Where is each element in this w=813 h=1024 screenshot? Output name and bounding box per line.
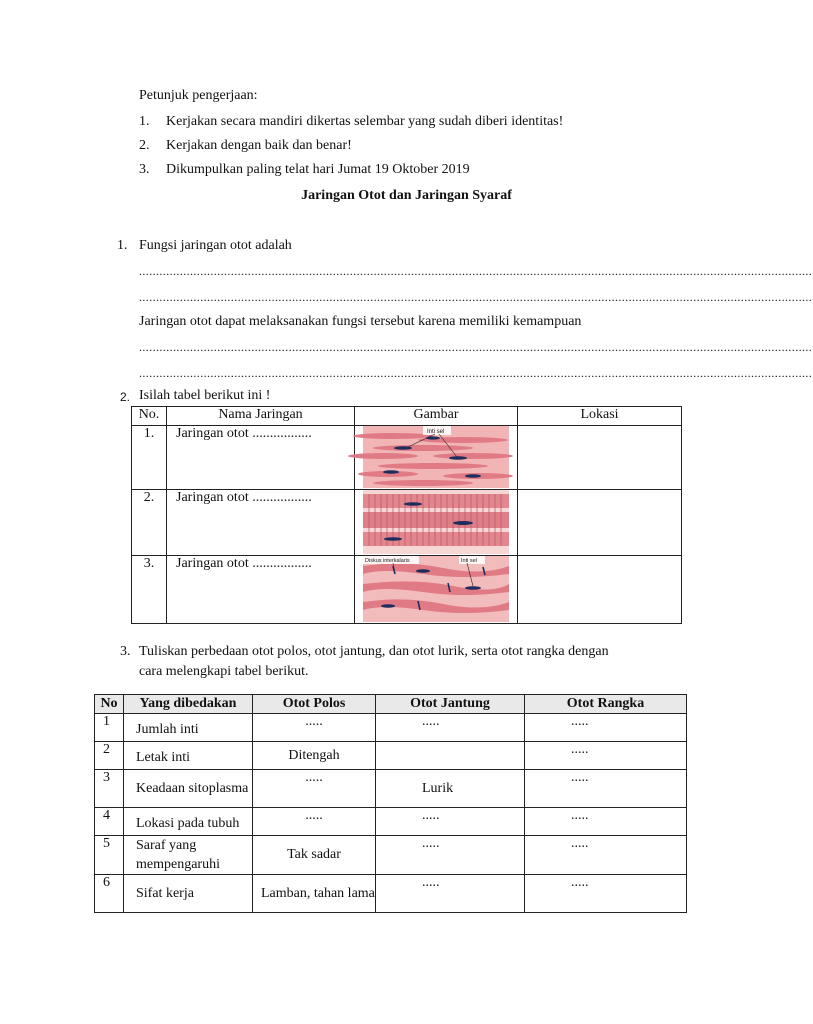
row-number: 2 [95, 742, 124, 770]
location-answer[interactable] [518, 556, 682, 624]
location-answer[interactable] [518, 490, 682, 556]
cardiac-answer[interactable]: ..... [376, 714, 525, 742]
table-row [132, 490, 682, 556]
q2-text: Isilah tabel berikut ini ! [139, 388, 271, 403]
answer-line[interactable]: ...................................................................................................................................................................................................... [139, 366, 813, 380]
tissue-name[interactable]: Jaringan otot ................. [167, 426, 355, 490]
instruction-num-2: 2. [139, 138, 150, 153]
tissue-table [131, 406, 682, 624]
smooth-muscle-image [363, 426, 509, 488]
instruction-num-1: 1. [139, 114, 150, 129]
row-number: 5 [95, 836, 124, 875]
instructions-heading: Petunjuk pengerjaan: [139, 88, 258, 103]
table-row [95, 770, 687, 808]
col-header-skeletal: Otot Rangka [525, 695, 687, 714]
tissue-name[interactable]: Jaringan otot ................. [167, 556, 355, 624]
skeletal-answer[interactable]: ..... [525, 808, 687, 836]
cardiac-answer[interactable]: ..... [376, 875, 525, 913]
q3-number: 3. [120, 644, 131, 659]
instruction-text-3: Dikumpulkan paling telat hari Jumat 19 Oktober 2019 [166, 162, 470, 177]
row-number: 2. [132, 490, 167, 556]
row-number: 1. [132, 426, 167, 490]
page-title: Jaringan Otot dan Jaringan Syaraf [301, 188, 512, 203]
cardiac-answer[interactable]: Lurik [376, 770, 525, 808]
table-row [95, 808, 687, 836]
skeletal-answer[interactable]: ..... [525, 875, 687, 913]
q1-number: 1. [117, 238, 128, 253]
instruction-text-2: Kerjakan dengan baik dan benar! [166, 138, 352, 153]
skeletal-answer[interactable]: ..... [525, 770, 687, 808]
image-cell [355, 490, 518, 556]
table-row [132, 556, 682, 624]
col-header-cardiac: Otot Jantung [376, 695, 525, 714]
col-header-location: Lokasi [518, 407, 682, 426]
row-number: 1 [95, 714, 124, 742]
cardiac-answer[interactable] [376, 742, 525, 770]
col-header-no: No. [132, 407, 167, 426]
col-header-no: No [95, 695, 124, 714]
col-header-image: Gambar [355, 407, 518, 426]
table-row [95, 836, 687, 875]
item-label: Lokasi pada tubuh [124, 808, 253, 836]
item-label: Sifat kerja [124, 875, 253, 913]
row-number: 6 [95, 875, 124, 913]
smooth-answer[interactable]: Lamban, tahan lama [253, 875, 376, 913]
q3-text-line1: Tuliskan perbedaan otot polos, otot jantung, dan otot lurik, serta otot rangka dengan [139, 644, 609, 659]
row-number: 3 [95, 770, 124, 808]
row-number: 4 [95, 808, 124, 836]
image-cell [355, 426, 518, 490]
image-label: Diskus interkalaris [365, 558, 410, 564]
image-cell [355, 556, 518, 624]
item-label: Letak inti [124, 742, 253, 770]
col-header-smooth: Otot Polos [253, 695, 376, 714]
smooth-answer[interactable]: Ditengah [253, 742, 376, 770]
table-row [95, 714, 687, 742]
cardiac-answer[interactable]: ..... [376, 836, 525, 875]
item-label: Jumlah inti [124, 714, 253, 742]
skeletal-answer[interactable]: ..... [525, 714, 687, 742]
location-answer[interactable] [518, 426, 682, 490]
instruction-text-1: Kerjakan secara mandiri dikertas selembar yang sudah diberi identitas! [166, 114, 564, 129]
cardiac-muscle-image [363, 556, 509, 622]
item-label: Saraf yang mempengaruhi [124, 836, 253, 875]
q1-text: Fungsi jaringan otot adalah [139, 238, 292, 253]
col-header-item: Yang dibedakan [124, 695, 253, 714]
table-row [95, 875, 687, 913]
table-row [132, 426, 682, 490]
q3-text-line2: cara melengkapi tabel berikut. [139, 664, 309, 679]
image-label: Inti sel [461, 558, 477, 564]
image-label: Inti sel [427, 429, 445, 435]
answer-line[interactable]: ...................................................................................................................................................................................................... [139, 340, 813, 354]
table-row [95, 742, 687, 770]
q1-text-2: Jaringan otot dapat melaksanakan fungsi tersebut karena memiliki kemampuan [139, 314, 582, 329]
tissue-name[interactable]: Jaringan otot ................. [167, 490, 355, 556]
cardiac-answer[interactable]: ..... [376, 808, 525, 836]
comparison-table [94, 694, 687, 913]
q2-number: 2. [120, 390, 131, 404]
answer-line[interactable]: ...................................................................................................................................................................................................... [139, 264, 813, 278]
skeletal-answer[interactable]: ..... [525, 742, 687, 770]
smooth-answer[interactable]: Tak sadar [253, 836, 376, 875]
skeletal-answer[interactable]: ..... [525, 836, 687, 875]
smooth-answer[interactable]: ..... [253, 770, 376, 808]
skeletal-muscle-image [363, 490, 509, 554]
answer-line[interactable]: ...................................................................................................................................................................................................... [139, 290, 813, 304]
row-number: 3. [132, 556, 167, 624]
smooth-answer[interactable]: ..... [253, 808, 376, 836]
instruction-num-3: 3. [139, 162, 150, 177]
item-label: Keadaan sitoplasma [124, 770, 253, 808]
col-header-name: Nama Jaringan [167, 407, 355, 426]
smooth-answer[interactable]: ..... [253, 714, 376, 742]
